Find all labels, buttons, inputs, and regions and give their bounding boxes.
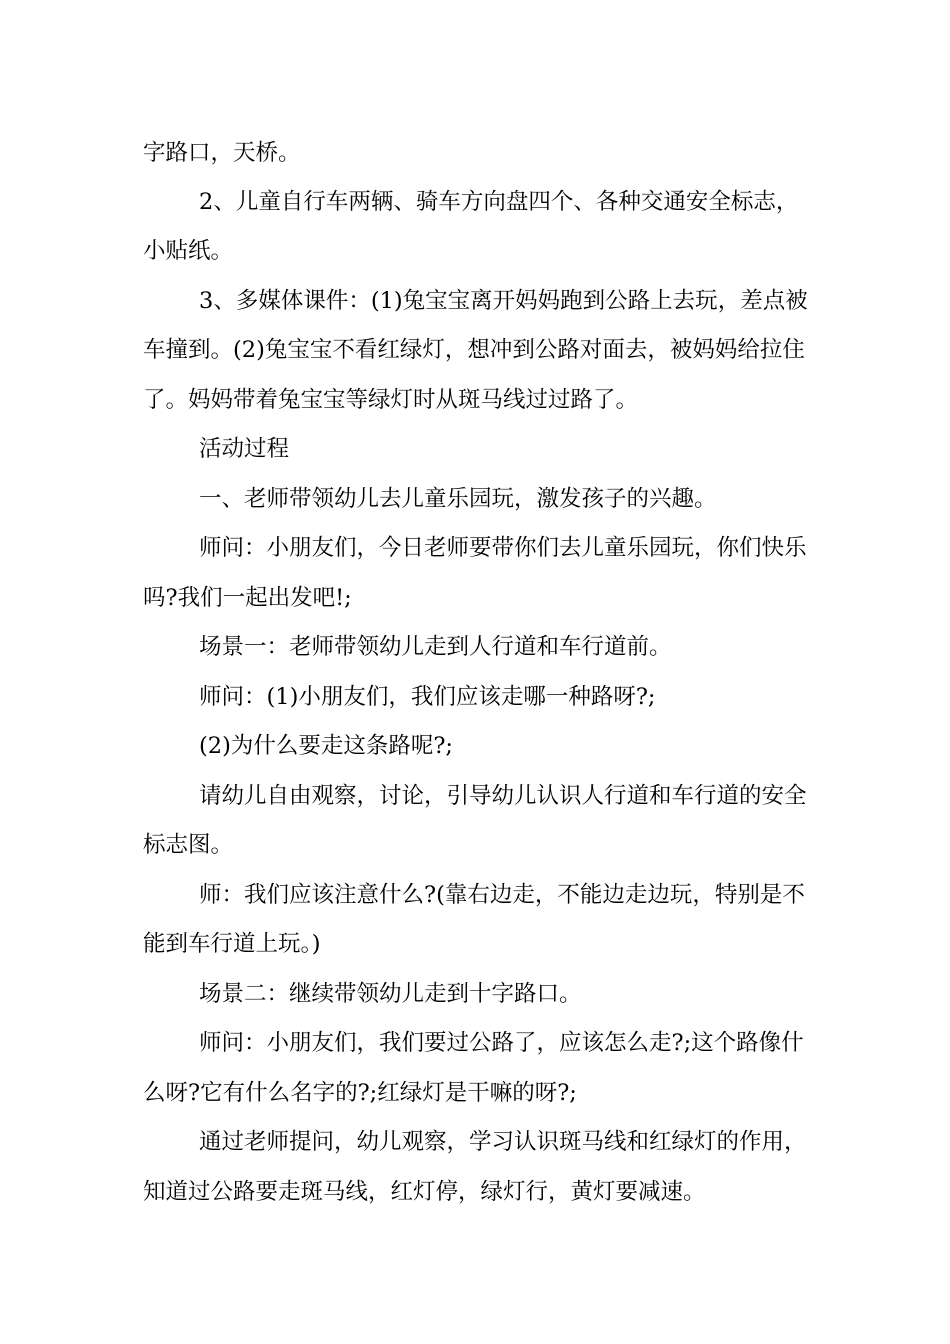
text-line-10: 吗?我们一起出发吧!;	[143, 585, 352, 611]
text-line-19: 师问：小朋友们，我们要过公路了，应该怎么走?;这个路像什	[199, 1030, 804, 1056]
text-line-9: 师问：小朋友们，今日老师要带你们去儿童乐园玩，你们快乐	[199, 535, 807, 561]
text-line-17: 能到车行道上玩。)	[143, 931, 321, 957]
text-line-21: 通过老师提问，幼儿观察，学习认识斑马线和红绿灯的作用，	[199, 1129, 807, 1155]
text-line-20: 么呀?它有什么名字的?;红绿灯是干嘛的呀?;	[143, 1080, 577, 1106]
text-line-14: 请幼儿自由观察，讨论，引导幼儿认识人行道和车行道的安全	[199, 783, 807, 809]
text-line-2: 2、儿童自行车两辆、骑车方向盘四个、各种交通安全标志，	[199, 189, 799, 215]
text-line-18: 场景二：继续带领幼儿走到十字路口。	[199, 981, 582, 1007]
text-line-16: 师：我们应该注意什么?(靠右边走，不能边走边玩，特别是不	[199, 882, 805, 908]
text-line-22: 知道过公路要走斑马线，红灯停，绿灯行，黄灯要减速。	[143, 1179, 706, 1205]
text-line-12: 师问：(1)小朋友们，我们应该走哪一种路呀?;	[199, 684, 656, 710]
text-line-5: 车撞到。(2)兔宝宝不看红绿灯，想冲到公路对面去，被妈妈给拉住	[143, 337, 805, 363]
text-line-13: (2)为什么要走这条路呢?;	[199, 733, 454, 759]
text-line-3: 小贴纸。	[143, 238, 234, 264]
text-line-4: 3、多媒体课件：(1)兔宝宝离开妈妈跑到公路上去玩，差点被	[199, 288, 808, 314]
text-line-6: 了。妈妈带着兔宝宝等绿灯时从斑马线过过路了。	[143, 387, 639, 413]
text-line-8: 一、老师带领幼儿去儿童乐园玩，激发孩子的兴趣。	[199, 486, 717, 512]
section-heading: 活动过程	[199, 436, 290, 462]
text-line-1: 字路口，天桥。	[143, 140, 301, 166]
text-line-15: 标志图。	[143, 832, 234, 858]
text-line-11: 场景一：老师带领幼儿走到人行道和车行道前。	[199, 634, 672, 660]
